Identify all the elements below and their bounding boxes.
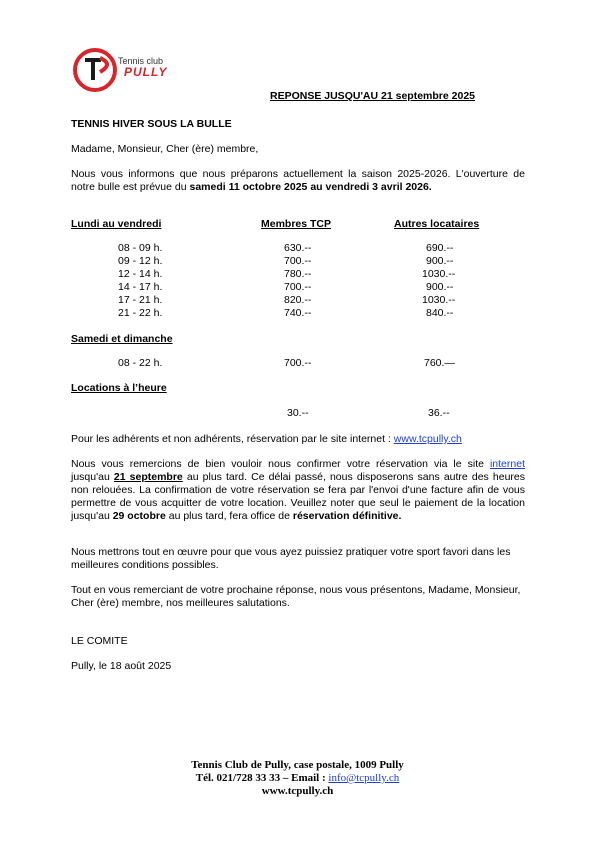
confirmation-paragraph — [71, 458, 525, 523]
intro-paragraph — [71, 168, 525, 194]
internet-link[interactable]: internet — [489, 458, 525, 470]
footer-contact — [0, 772, 595, 785]
reservation-line — [71, 433, 462, 446]
slot-cell: 09 - 12 h. — [118, 255, 163, 267]
slot-cell: 14 - 17 h. — [118, 281, 163, 293]
reply-deadline: REPONSE JUSQU'AU 21 septembre 2025 — [270, 90, 475, 102]
payment-deadline: 29 octobre — [112, 510, 166, 522]
footer-address: Tennis Club de Pully, case postale, 1009 Pully — [191, 759, 404, 771]
reservation-text: Pour les adhérents et non adhérents, réservation par le site internet : — [71, 433, 394, 445]
members-price-cell: 700.-- — [284, 255, 312, 267]
footer-phone: Tél. 021/728 33 33 – Email : — [195, 772, 329, 784]
others-price-cell: 1030.-- — [422, 294, 456, 306]
footer — [0, 759, 595, 798]
members-price-cell: 630.-- — [284, 242, 312, 254]
others-price-cell: 900.-- — [426, 255, 454, 267]
confirm-deadline: 21 septembre — [113, 471, 183, 483]
weekend-others-price: 760.— — [424, 357, 455, 369]
weekend-heading: Samedi et dimanche — [71, 333, 173, 345]
place-date: Pully, le 18 août 2025 — [71, 660, 172, 672]
hourly-heading: Locations à l’heure — [71, 382, 167, 394]
members-price-cell: 740.-- — [284, 307, 312, 319]
logo-line1: Tennis club — [118, 56, 164, 66]
hourly-members-price: 30.-- — [287, 407, 309, 419]
others-price-cell: 840.-- — [426, 307, 454, 319]
confirm-text-3: au plus tard. Ce délai passé, nous disposerons sans autre des heures non relouées. La confirmation de votre réservation se fera par l'envoi d'une facture afin de vous permettre de vous acquitter de votre location. Veuillez noter que seul le paiement de la location jusqu'au — [71, 471, 525, 522]
others-price-cell: 1030.-- — [422, 268, 456, 280]
club-logo — [70, 44, 180, 96]
signature: LE COMITE — [71, 635, 128, 647]
intro-text: Nous vous informons que nous préparons actuellement la saison 2025-2026. L'ouverture de notre bulle est prévue du — [71, 168, 525, 193]
others-price-cell: 900.-- — [426, 281, 454, 293]
footer-website: www.tcpully.ch — [261, 785, 334, 797]
salutation: Madame, Monsieur, Cher (ère) membre, — [71, 143, 259, 155]
slot-cell: 21 - 22 h. — [118, 307, 163, 319]
header-others: Autres locataires — [394, 218, 480, 230]
header-members: Membres TCP — [261, 218, 332, 230]
closing-paragraph: Tout en vous remerciant de votre prochaine réponse, nous vous présentons, Madame, Monsieur, Cher (ère) membre, nos meilleures salutations. — [71, 584, 521, 609]
confirm-text-1: Nous vous remercions de bien vouloir nous confirmer votre réservation via le site — [71, 458, 490, 470]
weekend-slot: 08 - 22 h. — [118, 357, 163, 369]
members-price-cell: 820.-- — [284, 294, 312, 306]
website-link[interactable]: www.tcpully.ch — [393, 433, 462, 445]
members-price-cell: 700.-- — [284, 281, 312, 293]
intro-dates: samedi 11 octobre 2025 au vendredi 3 avril 2026. — [189, 181, 432, 193]
confirm-text-2: jusqu'au — [71, 471, 114, 483]
confirm-text-4: au plus tard, fera office de — [165, 510, 293, 522]
footer-email-link[interactable]: info@tcpully.ch — [328, 772, 400, 784]
members-price-cell: 780.-- — [284, 268, 312, 280]
header-weekdays: Lundi au vendredi — [71, 218, 162, 230]
slot-cell: 12 - 14 h. — [118, 268, 163, 280]
weekend-members-price: 700.-- — [284, 357, 312, 369]
logo-line2: PULLY — [124, 65, 168, 79]
slot-cell: 08 - 09 h. — [118, 242, 163, 254]
definitive-reservation: réservation définitive. — [292, 510, 402, 522]
effort-paragraph: Nous mettrons tout en œuvre pour que vous ayez puissiez pratiquer votre sport favori dans les meilleures conditions possibles. — [71, 546, 511, 571]
slot-cell: 17 - 21 h. — [118, 294, 163, 306]
others-price-cell: 690.-- — [426, 242, 454, 254]
page-title: TENNIS HIVER SOUS LA BULLE — [71, 118, 232, 130]
hourly-others-price: 36.-- — [428, 407, 450, 419]
